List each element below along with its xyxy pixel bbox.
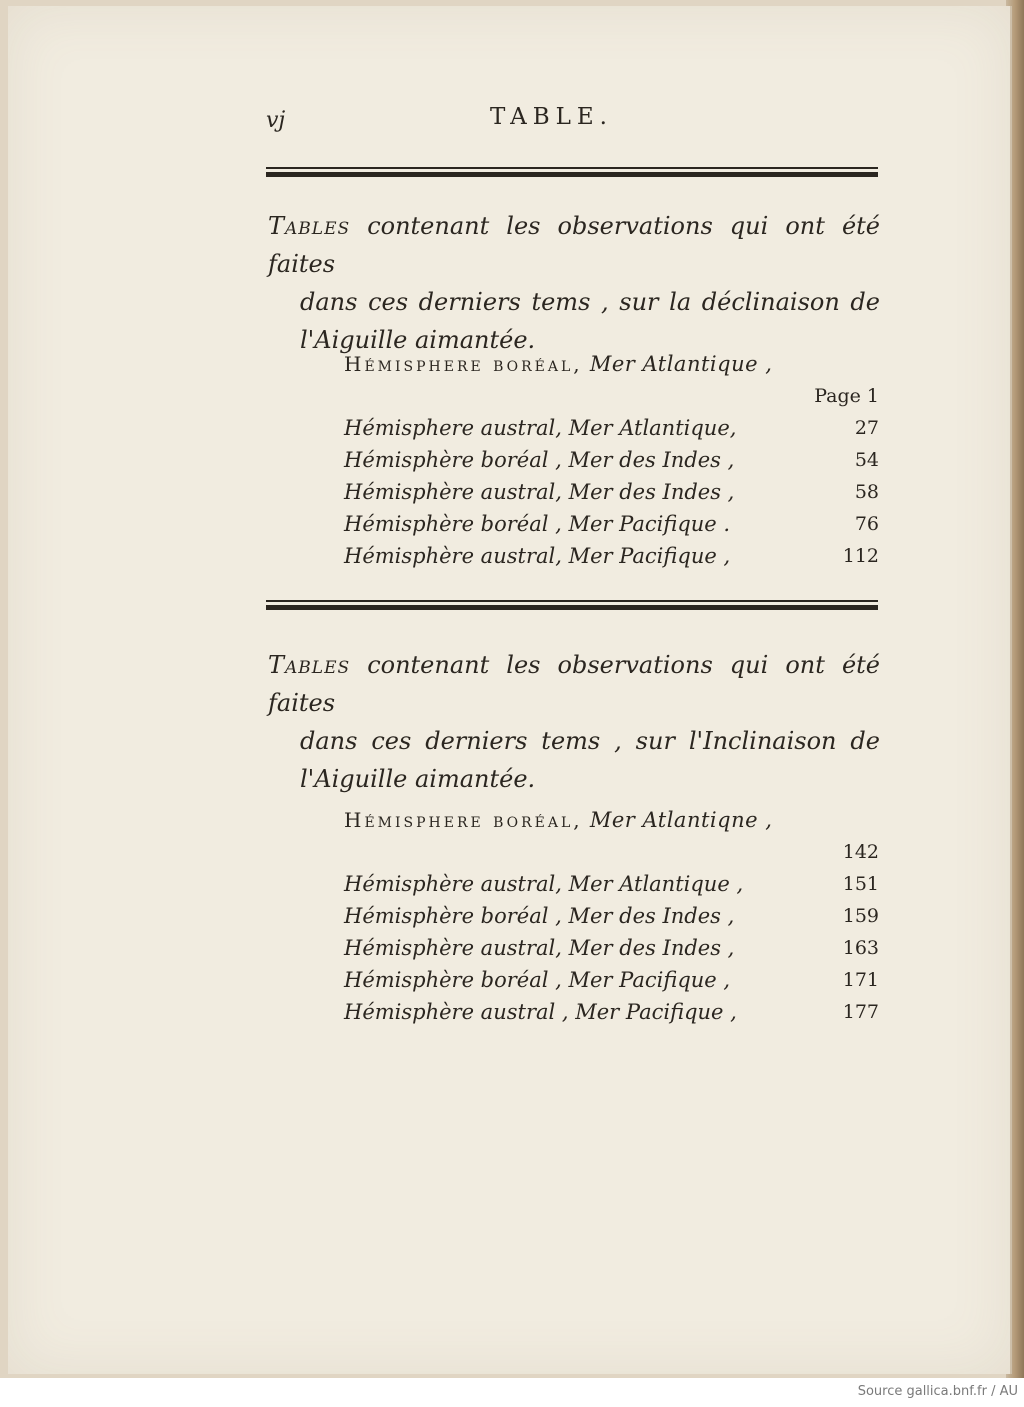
list-item: [344, 868, 879, 900]
entry-page: 76: [854, 513, 879, 535]
entry-label: Hémisphère austral, Mer des Indes ,: [344, 480, 735, 504]
list-item: [344, 508, 879, 540]
intro-line-2: dans ces derniers tems , sur la déclinaison de: [300, 288, 880, 316]
list-item: [344, 804, 879, 836]
intro-line-2: dans ces derniers tems , sur l'Inclinaison de: [300, 727, 880, 755]
list-item: [344, 412, 879, 444]
intro-caps: Tables: [268, 212, 351, 240]
entry-label: Hémisphère austral, Mer Atlantique ,: [344, 872, 744, 896]
entry-page: 58: [854, 481, 879, 503]
entry-label: Hémisphère boréal , Mer Pacifique ,: [344, 968, 731, 992]
rule-thin-line: [266, 600, 878, 602]
entry-page: 27: [854, 417, 879, 439]
source-footer: [0, 1378, 1024, 1407]
entry-page: 163: [842, 937, 879, 959]
list-item: [344, 540, 879, 572]
rule-thin-line: [266, 167, 878, 169]
declination-entries: [344, 348, 879, 572]
intro-line-1: [268, 646, 880, 722]
intro-text-1: contenant les observations qui ont été faites: [268, 212, 880, 278]
intro-line-1: [268, 207, 880, 283]
list-item: [344, 476, 879, 508]
list-item: [344, 932, 879, 964]
list-item: [344, 444, 879, 476]
intro-caps: Tables: [268, 651, 351, 679]
entry-page: 151: [842, 873, 879, 895]
list-item: [344, 900, 879, 932]
entry-page: 159: [842, 905, 879, 927]
inclination-entries: [344, 804, 879, 1028]
running-title: TABLE.: [490, 104, 613, 130]
entry-label: Hémisphère austral , Mer Pacifique ,: [344, 1000, 737, 1024]
section-declination-intro: [268, 207, 880, 359]
entry-label: Hémisphère boréal , Mer Pacifique .: [344, 512, 731, 536]
ornamental-rule-middle: [266, 600, 878, 610]
list-item: [344, 964, 879, 996]
entry-page: 177: [842, 1001, 879, 1023]
intro-line-3: l'Aiguille aimantée.: [300, 765, 536, 793]
entry-label: Hémisphère boréal , Mer des Indes ,: [344, 448, 735, 472]
rule-thick-line: [266, 605, 878, 610]
entry-page: Page 1: [814, 385, 879, 407]
entry-rest: Mer Atlantique ,: [589, 352, 773, 376]
intro-line-3: l'Aiguille aimantée.: [300, 326, 536, 354]
entry-page: 112: [842, 545, 879, 567]
ornamental-rule-top: [266, 167, 878, 177]
intro-text-1: contenant les observations qui ont été faites: [268, 651, 880, 717]
entry-caps: Hémisphere boréal,: [344, 808, 583, 832]
entry-page: 54: [854, 449, 879, 471]
rule-thick-line: [266, 172, 878, 177]
page-number: vj: [266, 108, 286, 133]
section-inclination-intro: [268, 646, 880, 798]
entry-page: 142: [842, 841, 879, 863]
entry-label: Hémisphère austral, Mer des Indes ,: [344, 936, 735, 960]
entry-caps: Hémisphere boréal,: [344, 352, 583, 376]
entry-page: 171: [842, 969, 879, 991]
list-item: [344, 348, 879, 380]
entry-label: [344, 348, 772, 380]
list-item: [344, 996, 879, 1028]
source-credit: Source gallica.bnf.fr / AU: [857, 1384, 1018, 1399]
entry-label: [344, 804, 772, 836]
list-item: [344, 380, 879, 412]
entry-rest: Mer Atlantiqne ,: [589, 808, 773, 832]
entry-label: Hémisphère boréal , Mer des Indes ,: [344, 904, 735, 928]
list-item: [344, 836, 879, 868]
entry-label: Hémisphere austral, Mer Atlantique,: [344, 416, 737, 440]
entry-label: Hémisphère austral, Mer Pacifique ,: [344, 544, 731, 568]
